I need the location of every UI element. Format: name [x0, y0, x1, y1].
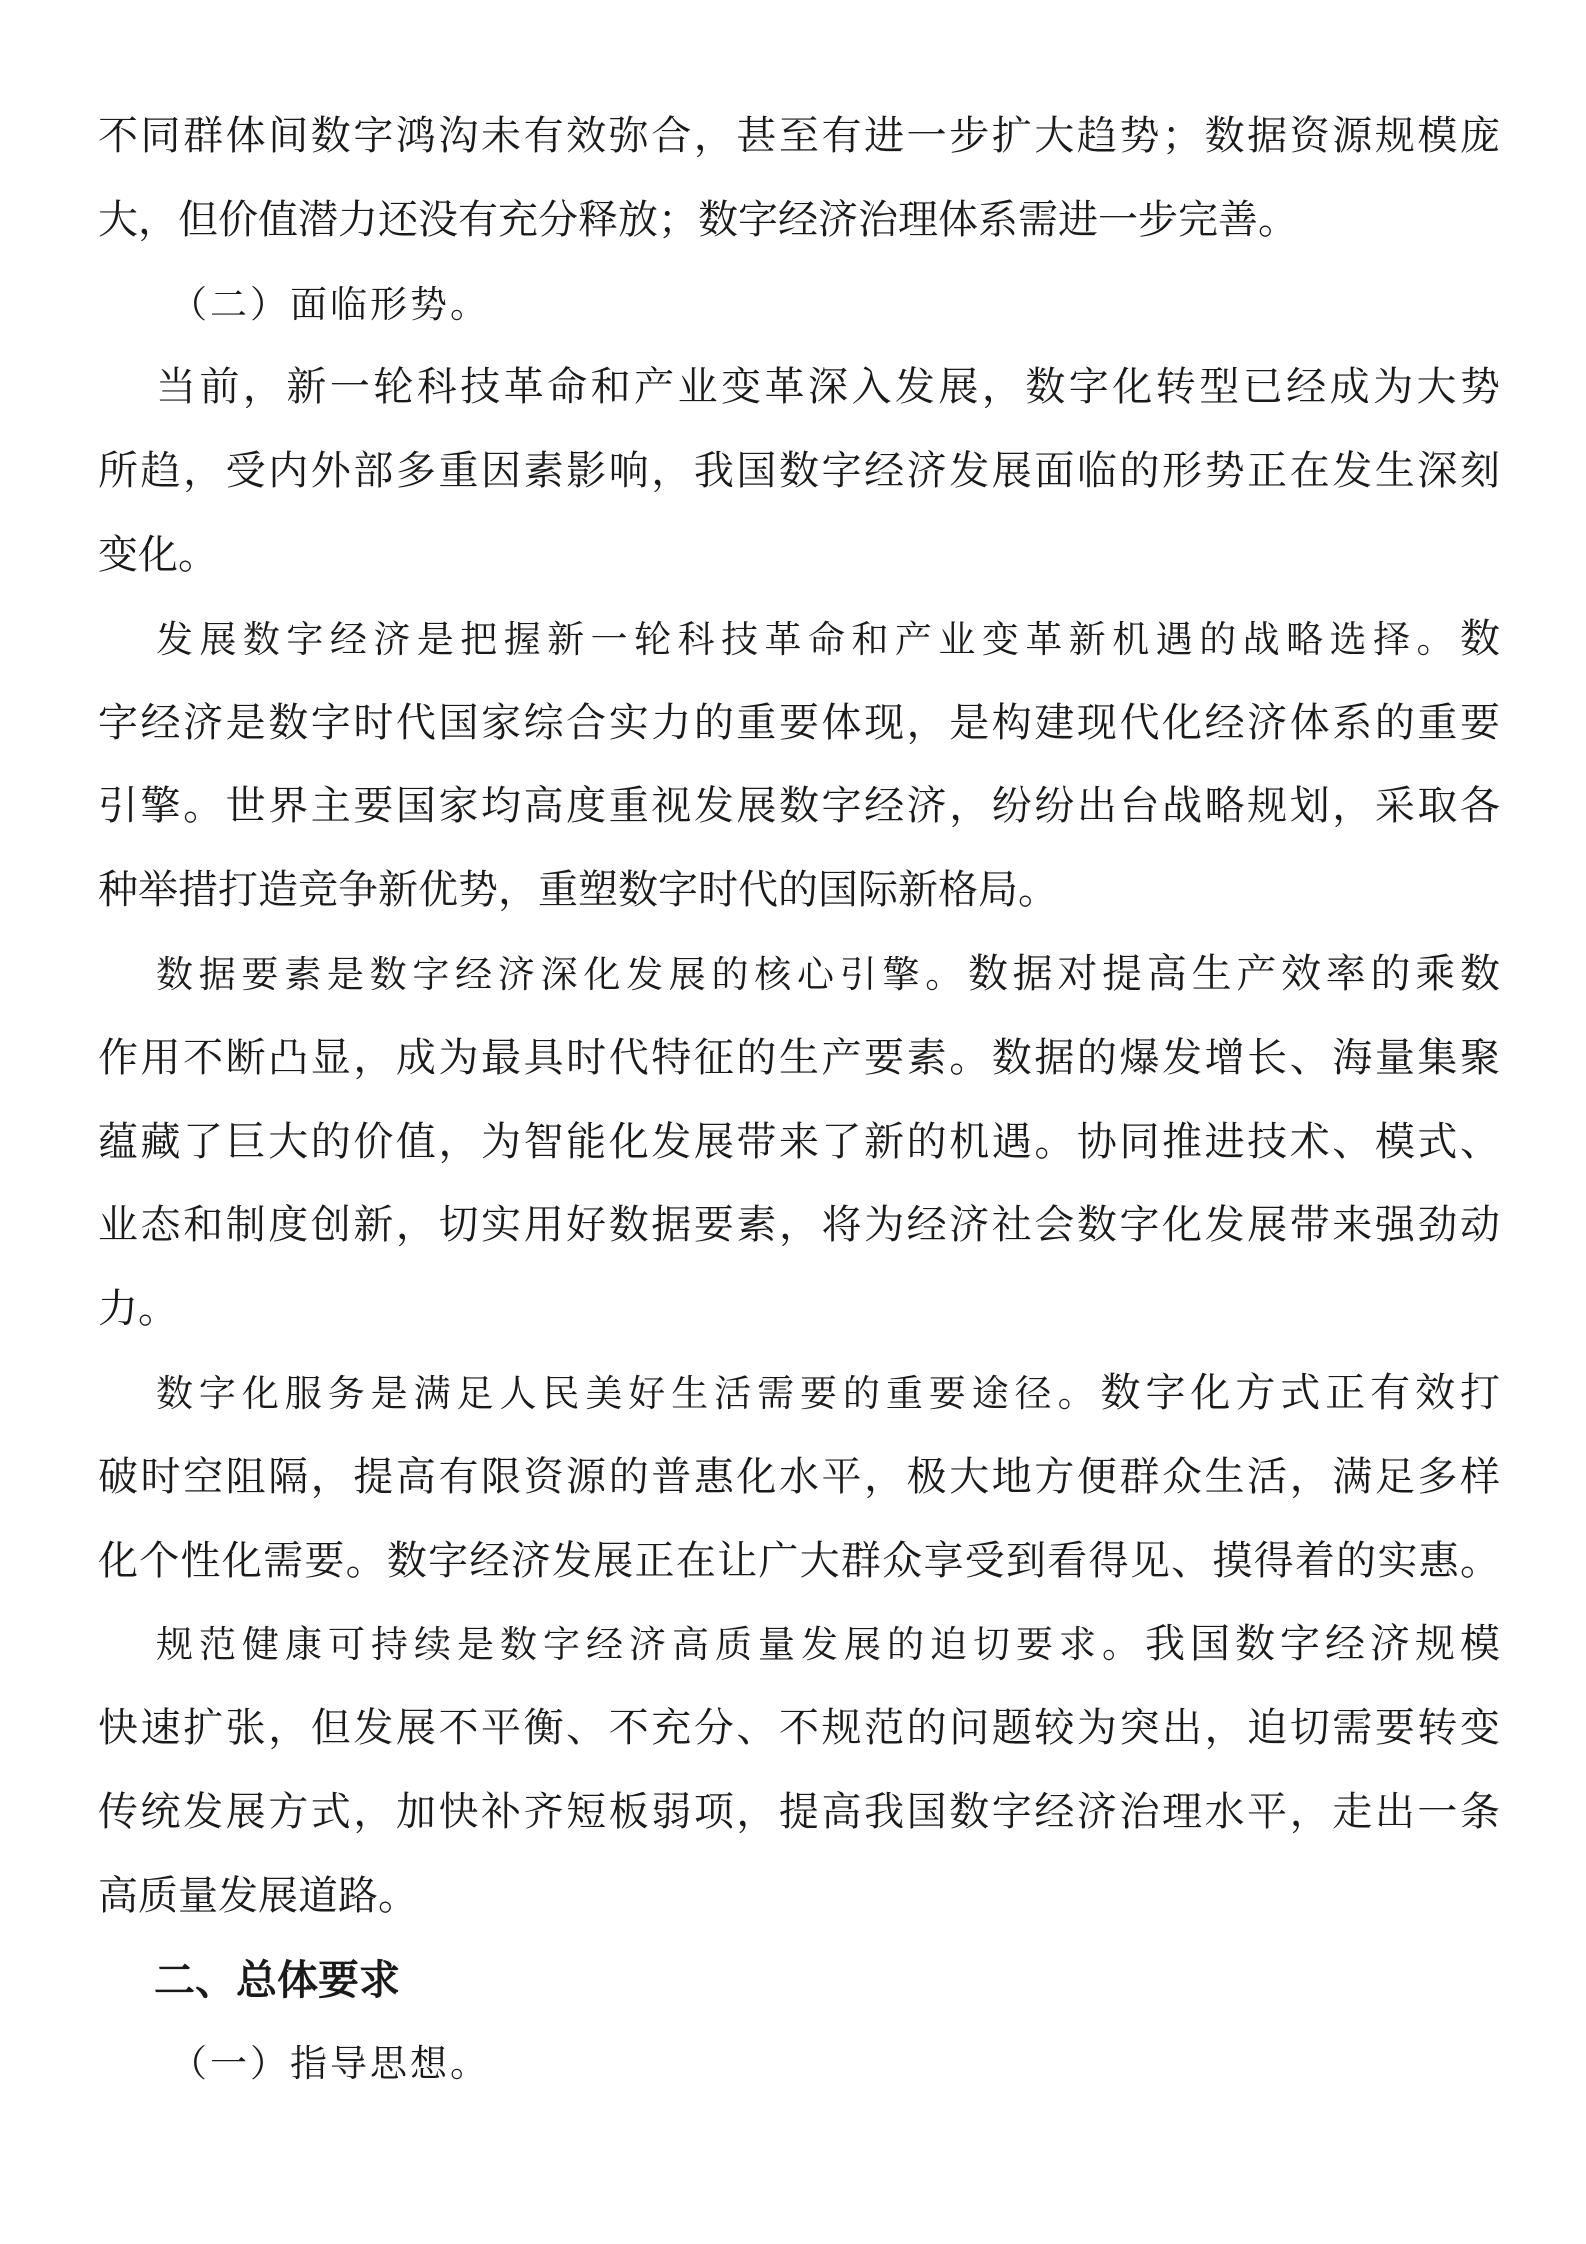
text-line: 作用不断凸显，成为最具时代特征的生产要素。数据的爆发增长、海量集聚 [98, 1034, 1500, 1081]
paragraph-sustainable [98, 1603, 1500, 1938]
text-line: 不同群体间数字鸿沟未有效弥合，甚至有进一步扩大趋势；数据资源规模庞 [98, 113, 1500, 159]
text-line: 蕴藏了巨大的价值，为智能化发展带来了新的机遇。协同推进技术、模式、 [98, 1118, 1500, 1165]
text-line: 大，但价值潜力还没有充分释放；数字经济治理体系需进一步完善。 [98, 196, 1298, 243]
paragraph-digital-divide [98, 95, 1500, 263]
paragraph-strategic-choice [98, 598, 1500, 933]
paragraph-current [98, 346, 1500, 597]
document-page [98, 95, 1500, 2106]
paragraph-lead: 数据要素是数字经济深化发展的核心引擎。 [156, 952, 968, 996]
section-heading-guiding-ideology: （一）指导思想。 [170, 2042, 490, 2086]
paragraph-lead: 发展数字经济是把握新一轮科技革命和产业变革新机遇的战略选择。 [156, 617, 1460, 661]
section-heading-situation: （二）面临形势。 [170, 282, 490, 326]
text-line: 业态和制度创新，切实用好数据要素，将为经济社会数字化发展带来强劲动 [98, 1202, 1500, 1249]
text-line [98, 598, 1500, 682]
text-span: 数据对提高生产效率的乘数 [967, 950, 1501, 997]
section-heading-general-requirements: 二、总体要求 [154, 1955, 400, 2004]
text-span: 数字化方式正有效打 [1100, 1369, 1501, 1416]
text-line [98, 1603, 1500, 1687]
text-line: 破时空阻隔，提高有限资源的普惠化水平，极大地方便群众生活，满足多样 [98, 1453, 1500, 1500]
text-line: 种举措打造竞争新优势，重塑数字时代的国际新格局。 [98, 867, 1058, 914]
text-line [98, 933, 1500, 1017]
text-line: 引擎。世界主要国家均高度重视发展数字经济，纷纷出台战略规划，采取各 [98, 783, 1500, 830]
text-span: 我国数字经济规模 [1145, 1621, 1500, 1668]
text-span: 数 [1460, 615, 1500, 662]
text-line: 化个性化需要。数字经济发展正在让广大群众享受到看得见、摸得着的实惠。 [98, 1537, 1500, 1584]
text-line: 变化。 [98, 531, 218, 578]
text-line: 力。 [98, 1286, 178, 1333]
text-line: 快速扩张，但发展不平衡、不充分、不规范的问题较为突出，迫切需要转变 [98, 1705, 1500, 1752]
paragraph-lead: 数字化服务是满足人民美好生活需要的重要途径。 [156, 1371, 1101, 1415]
paragraph-data-elements [98, 933, 1500, 1352]
paragraph-digital-services [98, 1352, 1500, 1603]
text-line [98, 1352, 1500, 1436]
text-line: 传统发展方式，加快补齐短板弱项，提高我国数字经济治理水平，走出一条 [98, 1788, 1500, 1835]
paragraph-lead: 规范健康可持续是数字经济高质量发展的迫切要求。 [156, 1623, 1145, 1667]
text-line: 所趋，受内外部多重因素影响，我国数字经济发展面临的形势正在发生深刻 [98, 448, 1500, 495]
text-line: 当前，新一轮科技革命和产业变革深入发展，数字化转型已经成为大势 [156, 364, 1500, 411]
text-line: 字经济是数字时代国家综合实力的重要体现，是构建现代化经济体系的重要 [98, 699, 1500, 746]
text-line: 高质量发展道路。 [98, 1872, 418, 1919]
